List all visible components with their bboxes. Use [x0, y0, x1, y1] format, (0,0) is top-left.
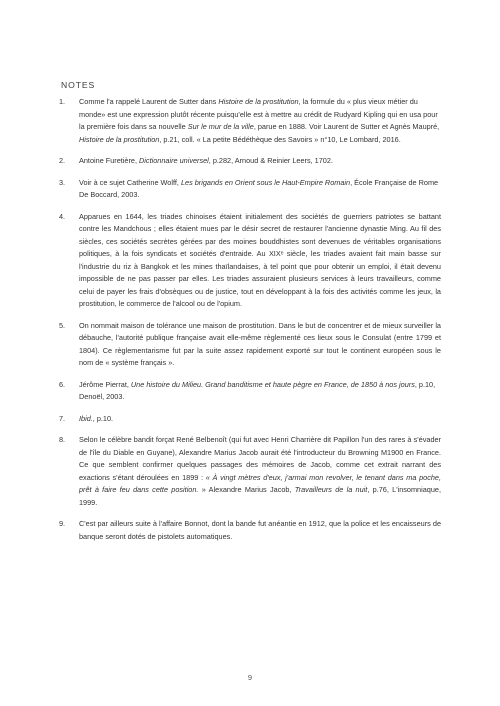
footnote-text: , p.10, Denoël, 2003. [79, 379, 436, 401]
footnote-text: Antoine Furetière, [79, 156, 140, 165]
footnote-text: » Alexandre Marius Jacob, [198, 485, 295, 494]
footnote [59, 379, 441, 404]
footnote-text: Apparues en 1644, les triades chinoises étaient initialement des sociétés de guerriers patriotes se battant contre les Mandchous ; elles étaient mues par le désir secret de restaurer l'ancienne dynastie Ming. Au fil des siècles, ces sociétés secrètes gérées par des moines bouddhistes sont devenues de véritables organisations politiques, à la fois syndicats et sociétés d'entraide. Au XIXᵉ siècle, les triades avaient fait main basse sur l'industrie du riz à Bangkok et les mines thaïlandaises, à tel point que pour obtenir un emploi, il était devenu impossible de ne pas passer par elles. Les triades assuraient plusieurs services à leurs travailleurs, comme celui de payer les frais d'obsèques ou de justice, tout en développant à la fois des activités comme les jeux, la prostitution, le commerce de l'alcool ou de l'opium. [79, 211, 441, 308]
page-number: 9 [247, 673, 253, 682]
footnote-number: 7. [59, 413, 66, 423]
footnote-italic-text: « À vingt mètres d'eux, j'armai mon revolver, le tenant dans ma poche, prêt à faire feu dans cette position. [79, 472, 441, 494]
footnote-italic-text: Dictionnaire universel [139, 156, 209, 165]
footnote [59, 211, 441, 311]
footnote-number: 5. [59, 320, 66, 330]
footnote-italic-text: Ibid. [79, 413, 93, 423]
footnote-italic-text: Les brigands en Orient sous le Haut-Empire Romain [180, 177, 351, 187]
footnote [59, 320, 441, 370]
footnote-text: , la formule du « plus vieux métier du monde» est une expression plutôt récente puisqu'elle est à mettre au crédit de Rudyard Kipling qui en usa pour la première fois dans sa nouvelle [79, 97, 438, 131]
footnote-italic-text: Histoire de la prostitution [79, 134, 160, 144]
footnote [59, 155, 441, 168]
footnote [59, 518, 441, 543]
footnote-text: Comme l'a rappelé Laurent de Sutter dans [79, 97, 219, 106]
footnote [59, 413, 441, 426]
footnote-text: Voir à ce sujet Catherine Wolff, [79, 177, 181, 187]
footnote-number: 2. [59, 156, 66, 165]
footnote-italic-text: Sur le mur de la ville [187, 122, 254, 131]
footnote-text: C'est par ailleurs suite à l'affaire Bonnot, dont la bande fut anéantie en 1912, que la police et les encaisseurs de banque seront dotés de pistolets automatiques. [79, 519, 441, 541]
footnote-number: 1. [59, 97, 66, 106]
footnote-italic-text: Histoire de la prostitution [218, 97, 299, 106]
footnote [59, 177, 441, 202]
footnote-italic-text: Une histoire du Milieu. Grand banditisme et haute pègre en France, de 1850 à nos jours [130, 379, 415, 389]
footnote-text: , p.21, coll. « La petite Bédéthèque des Savoirs » n°10, Le Lombard, 2016. [159, 134, 401, 144]
footnote-number: 4. [59, 211, 66, 221]
footnote [59, 96, 441, 146]
footnote [59, 434, 441, 509]
footnote-number: 3. [59, 177, 66, 187]
footnote-text: On nommait maison de tolérance une maison de prostitution. Dans le but de concentrer et de mieux surveiller la débauche, l'autorité publique française avait elle-même règlementé ces lieux sous le Consulat (entre 1799 et 1804). Ce règlementarisme fut par la suite assez rapidement exporté sur tout le continent européen sous le nom de « système français ». [79, 320, 441, 367]
footnote-number: 6. [59, 379, 66, 389]
footnote-text: , p.10. [92, 413, 114, 423]
footnote-text: , p.76, L'insomniaque, 1999. [79, 485, 441, 507]
footnote-text: , École Française de Rome De Boccard, 2003. [79, 177, 439, 199]
notes-heading: NOTES [61, 80, 96, 90]
footnote-number: 9. [59, 519, 66, 528]
footnote-text: Selon le célèbre bandit forçat René Belbenoît (qui fut avec Henri Charrière dit Papillon l'un des rares à s'évader de l'île du Diable en Guyane), Alexandre Marius Jacob aurait été l'introducteur du Browning M1900 en France. Ce que semblent confirmer quelques passages des mémoires de Jacob, comme cet extrait narrant des exactions s'étant déroulées en 1899 : [79, 435, 441, 482]
notes-list [59, 96, 441, 552]
footnote-italic-text: Travailleurs de la nuit [294, 485, 368, 494]
footnote-number: 8. [59, 435, 66, 444]
footnote-text: , parue en 1888. Voir Laurent de Sutter et Agnès Maupré, [253, 122, 440, 131]
footnote-text: , p.282, Arnoud & Reinier Leers, 1702. [208, 156, 333, 165]
footnote-text: Jérôme Pierrat, [79, 379, 131, 389]
